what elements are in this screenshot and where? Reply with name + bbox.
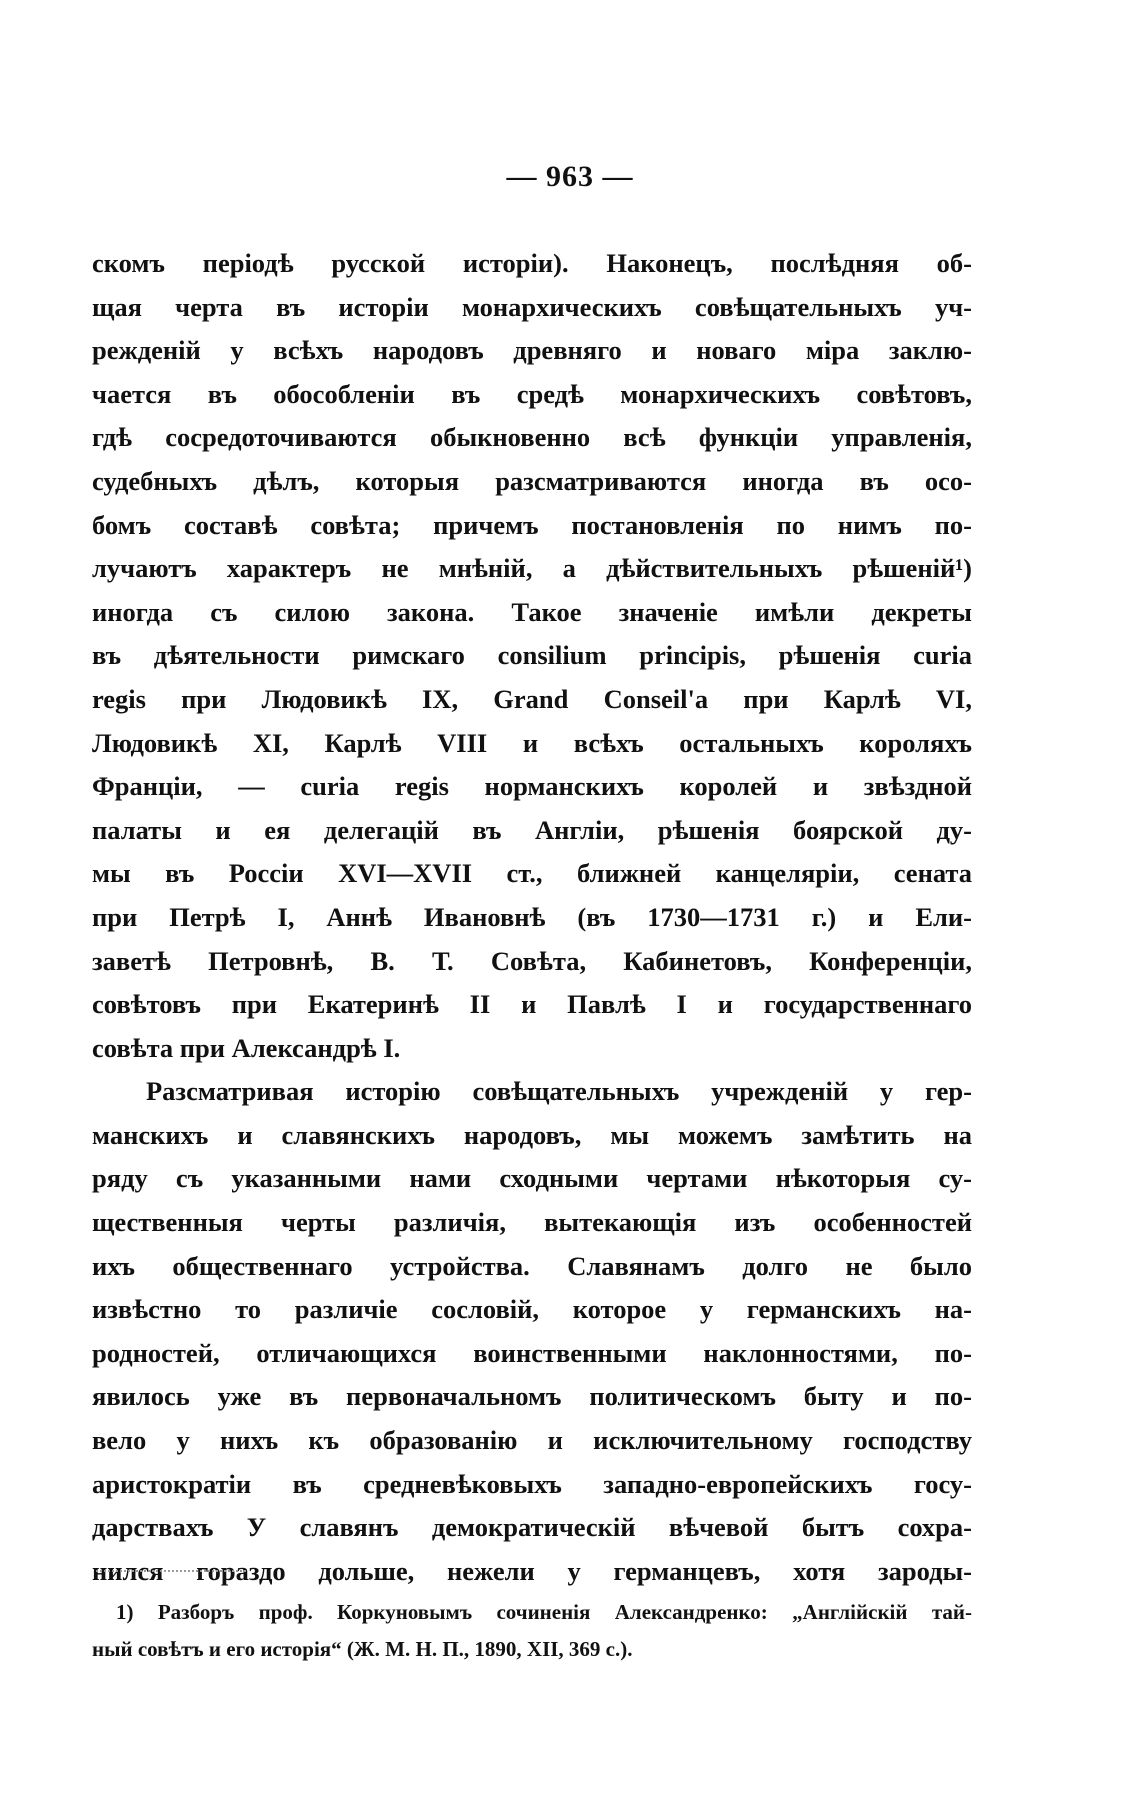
text-line: при Петрѣ I, Аннѣ Ивановнѣ (въ 1730—1731 г.) и Ели- bbox=[92, 901, 972, 932]
text-line: чается въ обособленіи въ средѣ монархическихъ совѣтовъ, bbox=[92, 378, 972, 409]
text-line: нился гораздо дольше, нежели у германцевъ, хотя зароды- bbox=[92, 1555, 972, 1586]
main-text bbox=[92, 242, 972, 1593]
text-line: щая черта въ исторіи монархическихъ совѣщательныхъ уч- bbox=[92, 291, 972, 322]
text-line: режденій у всѣхъ народовъ древняго и новаго міра заклю- bbox=[92, 335, 972, 366]
footnote-line: 1) Разборъ проф. Коркуновымъ сочиненія Александренко: „Англійскій тай- bbox=[116, 1600, 972, 1624]
text-line: извѣстно то различіе сословій, которое у германскихъ на- bbox=[92, 1294, 972, 1325]
text-line: судебныхъ дѣлъ, которыя разсматриваются иногда въ осо- bbox=[92, 465, 972, 496]
text-line: явилось уже въ первоначальномъ политическомъ быту и по- bbox=[92, 1381, 972, 1412]
text-line: иногда съ силою закона. Такое значеніе имѣли декреты bbox=[92, 596, 972, 627]
text-line: родностей, отличающихся воинственными наклонностями, по- bbox=[92, 1337, 972, 1368]
text-line: манскихъ и славянскихъ народовъ, мы можемъ замѣтить на bbox=[92, 1119, 972, 1150]
text-line: дарствахъ У славянъ демократическій вѣчевой бытъ сохра- bbox=[92, 1512, 972, 1543]
page-number: — 963 — bbox=[506, 160, 634, 193]
text-line: Разсматривая исторію совѣщательныхъ учрежденій у гер- bbox=[146, 1076, 972, 1107]
text-line: ихъ общественнаго устройства. Славянамъ долго не было bbox=[92, 1250, 972, 1281]
text-line: заветѣ Петровнѣ, В. Т. Совѣта, Кабинетовъ, Конференціи, bbox=[92, 945, 972, 976]
text-line: regis при Людовикѣ IX, Grand Conseil'a при Карлѣ VI, bbox=[92, 683, 972, 714]
text-line: палаты и ея делегацій въ Англіи, рѣшенія боярской ду- bbox=[92, 814, 972, 845]
text-line: Франціи, — curia regis норманскихъ королей и звѣздной bbox=[92, 771, 972, 802]
text-line: вело у нихъ къ образованію и исключительному господству bbox=[92, 1425, 972, 1456]
footnote bbox=[92, 1594, 972, 1668]
text-line: гдѣ сосредоточиваются обыкновенно всѣ функціи управленія, bbox=[92, 422, 972, 453]
text-line: совѣта при Александрѣ I. bbox=[92, 1032, 401, 1063]
text-line: аристократіи въ средневѣковыхъ западно-европейскихъ госу- bbox=[92, 1468, 972, 1499]
text-line: скомъ періодѣ русской исторіи). Наконецъ, послѣдняя об- bbox=[92, 248, 972, 278]
footnote-separator bbox=[96, 1570, 246, 1572]
text-line: бомъ составѣ совѣта; причемъ постановленія по нимъ по- bbox=[92, 509, 972, 540]
text-line: лучаютъ характеръ не мнѣній, а дѣйствительныхъ рѣшеній¹) bbox=[92, 553, 972, 584]
text-line: щественныя черты различія, вытекающія изъ особенностей bbox=[92, 1207, 972, 1238]
text-line: совѣтовъ при Екатеринѣ II и Павлѣ I и государственнаго bbox=[92, 989, 972, 1020]
text-line: въ дѣятельности римскаго consilium principis, рѣшенія curia bbox=[92, 640, 972, 671]
text-line: Людовикѣ XI, Карлѣ VIII и всѣхъ остальныхъ короляхъ bbox=[92, 727, 972, 758]
text-line: ряду съ указанными нами сходными чертами нѣкоторыя су- bbox=[92, 1163, 972, 1194]
text-line: мы въ Россіи XVI—XVII ст., ближней канцеляріи, сената bbox=[92, 858, 972, 889]
footnote-line: ный совѣтъ и его исторія“ (Ж. М. Н. П., 1890, XII, 369 с.). bbox=[92, 1637, 633, 1661]
